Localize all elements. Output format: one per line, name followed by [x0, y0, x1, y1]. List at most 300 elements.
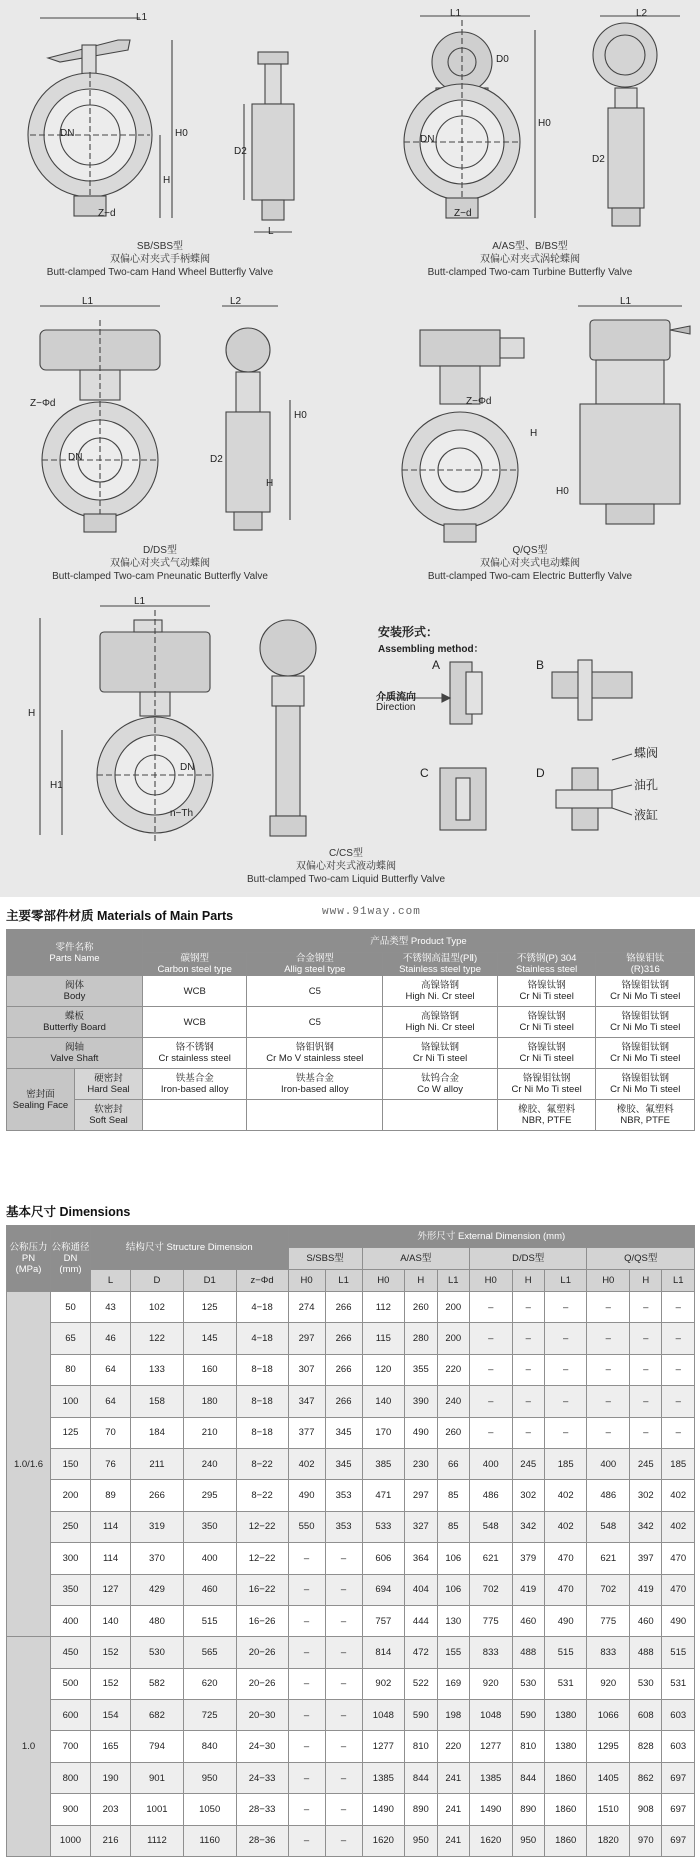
dim-cell: 621 [587, 1543, 630, 1574]
label-hydraulic-cylinder: 液缸 [634, 808, 659, 822]
dim-cell: – [512, 1292, 544, 1323]
dim-cell: 810 [405, 1731, 437, 1762]
cell-en: (R)316 [630, 964, 660, 975]
material-cell [247, 1069, 383, 1100]
dim-cell: 203 [91, 1794, 131, 1825]
dim-label-d-l1: L1 [82, 296, 94, 307]
dim-cell: 12−22 [236, 1511, 288, 1542]
c-side-view [260, 620, 316, 836]
cell-en: Soft Seal [89, 1115, 128, 1126]
dim-cell: 488 [512, 1637, 544, 1668]
dim-cell: 470 [544, 1574, 587, 1605]
dim-cell: 600 [51, 1700, 91, 1731]
dim-cell: 28−33 [236, 1794, 288, 1825]
cell-en: Cr Ni Mo Ti steel [610, 1084, 681, 1095]
cell-cn: 橡胶、氟塑料 [518, 1104, 576, 1115]
dim-cell: 702 [587, 1574, 630, 1605]
dim-cell: – [325, 1668, 362, 1699]
dim-cell: 220 [437, 1731, 469, 1762]
caption-code: Q/QS型 [512, 545, 548, 556]
external-col-header: H0 [288, 1270, 325, 1292]
dim-row [7, 1700, 695, 1731]
cell-cn: 高镍铬钢 [421, 980, 460, 991]
dim-cell: 402 [662, 1480, 695, 1511]
valve-drawings [0, 0, 700, 897]
dim-cell: – [587, 1417, 630, 1448]
dn-header [51, 1226, 91, 1292]
dim-label-d-d2: D2 [210, 454, 223, 465]
dim-cell: 490 [662, 1605, 695, 1636]
pn-header-line: 公称压力 [9, 1242, 48, 1253]
dim-cell: 900 [51, 1794, 91, 1825]
dim-cell: 66 [437, 1448, 469, 1479]
dim-cell: 1860 [544, 1762, 587, 1793]
dim-cell: 548 [587, 1511, 630, 1542]
dim-row [7, 1794, 695, 1825]
dim-cell: 297 [288, 1323, 325, 1354]
dim-cell: 833 [469, 1637, 512, 1668]
dim-label-c-h: H [28, 708, 36, 719]
cell-en: Cr Ni Mo Ti steel [610, 991, 681, 1002]
a-front-view [404, 16, 535, 218]
dim-cell: 377 [288, 1417, 325, 1448]
dn-header-line: DN [63, 1253, 78, 1264]
cell-cn: 碳钢型 [180, 953, 209, 964]
cell-en: Butterfly Board [43, 1022, 106, 1033]
dim-cell: 1620 [469, 1825, 512, 1856]
dim-cell: 220 [437, 1354, 469, 1385]
dim-cell: – [662, 1292, 695, 1323]
dim-cell: 297 [405, 1480, 437, 1511]
dim-cell: 364 [405, 1543, 437, 1574]
dim-cell: 16−26 [236, 1605, 288, 1636]
material-cell [596, 1069, 695, 1100]
material-row [7, 976, 695, 1007]
parts-name-cn: 零件名称 [55, 941, 94, 953]
dim-label-c-nth: n−Th [170, 808, 194, 819]
dim-cell: 190 [91, 1762, 131, 1793]
dim-cell: 1860 [544, 1825, 587, 1856]
dim-cell: – [288, 1825, 325, 1856]
dim-cell: 295 [183, 1480, 236, 1511]
dim-cell: 488 [630, 1637, 662, 1668]
cell-cn: 铬镍钛钢 [527, 1042, 566, 1053]
cell-cn: 阀轴 [64, 1042, 84, 1053]
assembling-a: A [432, 658, 441, 672]
dim-cell: 1048 [362, 1700, 405, 1731]
cell-cn: 铬镍钼钛钢 [522, 1073, 571, 1084]
caption-en: Butt-clamped Two-cam Liquid Butterfly Valve [246, 874, 446, 885]
cell-cn: 密封面 [26, 1088, 55, 1100]
dim-cell: – [587, 1386, 630, 1417]
caption-a [400, 240, 660, 279]
dim-cell: 200 [51, 1480, 91, 1511]
dim-row [7, 1292, 695, 1323]
materials-body [7, 976, 695, 1131]
cell-en: Iron-based alloy [281, 1084, 349, 1095]
dim-cell: – [662, 1354, 695, 1385]
dim-cell: 85 [437, 1480, 469, 1511]
cell-cn: 铬镍钼钛钢 [621, 1042, 669, 1053]
caption-sb [30, 240, 290, 279]
dim-cell: 250 [51, 1511, 91, 1542]
watermark: www.91way.com [322, 906, 421, 918]
dim-cell: 245 [512, 1448, 544, 1479]
cell-en: NBR, PTFE [620, 1115, 671, 1126]
dim-cell: – [325, 1543, 362, 1574]
technical-drawings-panel [0, 0, 700, 897]
cell-cn: C5 [308, 985, 321, 997]
dim-cell: 890 [512, 1794, 544, 1825]
dim-cell: 1277 [362, 1731, 405, 1762]
cell-cn: WCB [183, 985, 206, 997]
dim-cell: 970 [630, 1825, 662, 1856]
dim-cell: 902 [362, 1668, 405, 1699]
dim-cell: 241 [437, 1794, 469, 1825]
material-row [7, 1038, 695, 1069]
dim-cell: 319 [131, 1511, 184, 1542]
material-cell [247, 1100, 383, 1131]
cell-cn: 高镍铬钢 [421, 1011, 460, 1022]
dimensions-title: 基本尺寸 Dimensions [6, 1205, 131, 1219]
dim-row [7, 1637, 695, 1668]
dim-cell: 350 [51, 1574, 91, 1605]
dim-cell: – [630, 1417, 662, 1448]
material-cell [596, 976, 695, 1007]
dim-cell: – [512, 1354, 544, 1385]
dim-cell: – [544, 1354, 587, 1385]
dim-cell: – [288, 1574, 325, 1605]
dim-cell: 844 [405, 1762, 437, 1793]
dim-cell: 130 [437, 1605, 469, 1636]
dim-label-a-l2: L2 [636, 8, 648, 19]
dim-cell: 43 [91, 1292, 131, 1323]
dim-cell: 169 [437, 1668, 469, 1699]
dim-cell: 472 [405, 1637, 437, 1668]
dim-cell: 590 [405, 1700, 437, 1731]
dim-cell: – [288, 1668, 325, 1699]
dim-cell: 950 [512, 1825, 544, 1856]
dim-cell: 775 [469, 1605, 512, 1636]
dim-cell: – [325, 1825, 362, 1856]
cell-cn: 铬镍钼钛钢 [621, 1073, 669, 1084]
assembling-d: D [536, 766, 545, 780]
dim-cell: 531 [662, 1668, 695, 1699]
dim-cell: 697 [662, 1825, 695, 1856]
dim-cell: 840 [183, 1731, 236, 1762]
dim-cell: 606 [362, 1543, 405, 1574]
external-col-header: H [630, 1270, 662, 1292]
type-group-header: A/AS型 [362, 1248, 469, 1270]
dim-cell: 460 [512, 1605, 544, 1636]
cell-cn: 合金钢型 [295, 953, 334, 964]
material-cell [596, 1038, 695, 1069]
cell-cn: 铁基合金 [175, 1073, 214, 1084]
external-col-header: L1 [325, 1270, 362, 1292]
dim-cell: 198 [437, 1700, 469, 1731]
dim-cell: 1380 [544, 1731, 587, 1762]
dim-cell: 486 [469, 1480, 512, 1511]
dim-cell: – [630, 1386, 662, 1417]
dim-cell: 133 [131, 1354, 184, 1385]
dim-row [7, 1605, 695, 1636]
dim-cell: 490 [288, 1480, 325, 1511]
dim-row [7, 1354, 695, 1385]
material-cell [383, 1069, 498, 1100]
caption-c [216, 847, 476, 886]
dim-cell: – [288, 1794, 325, 1825]
dim-cell: 8−18 [236, 1386, 288, 1417]
dim-cell: – [469, 1386, 512, 1417]
dim-cell: 20−26 [236, 1668, 288, 1699]
cell-cn: 铬镍钛钢 [527, 1011, 566, 1022]
assembling-b: B [536, 658, 545, 672]
dim-cell: 530 [512, 1668, 544, 1699]
caption-code: A/AS型、B/BS型 [492, 241, 568, 252]
dim-cell: 1860 [544, 1794, 587, 1825]
flow-direction-cn: 介质流向 [376, 692, 416, 703]
dim-cell: 429 [131, 1574, 184, 1605]
dim-cell: 1620 [362, 1825, 405, 1856]
sb-side-view [244, 52, 294, 232]
cell-en: High Ni. Cr steel [405, 1022, 475, 1033]
dim-cell: 302 [630, 1480, 662, 1511]
dim-cell: 1490 [362, 1794, 405, 1825]
dim-cell: 145 [183, 1323, 236, 1354]
cell-cn: 铬钼钒钢 [295, 1042, 334, 1053]
dim-cell: 274 [288, 1292, 325, 1323]
caption-code: SB/SBS型 [136, 241, 184, 252]
q-front-view [402, 330, 524, 542]
dim-cell: 1295 [587, 1731, 630, 1762]
material-cell [383, 1007, 498, 1038]
dim-cell: 345 [325, 1417, 362, 1448]
dim-cell: 1277 [469, 1731, 512, 1762]
external-col-header: H0 [469, 1270, 512, 1292]
dim-row [7, 1480, 695, 1511]
dim-cell: 76 [91, 1448, 131, 1479]
dim-cell: 515 [662, 1637, 695, 1668]
caption-en: Butt-clamped Two-cam Turbine Butterfly Valve [427, 267, 633, 278]
dim-cell: 180 [183, 1386, 236, 1417]
dim-cell: 810 [512, 1731, 544, 1762]
dim-cell: 184 [131, 1417, 184, 1448]
type-group-header: S/SBS型 [288, 1248, 362, 1270]
dim-cell: – [544, 1323, 587, 1354]
dim-cell: – [662, 1386, 695, 1417]
dim-cell: 8−18 [236, 1354, 288, 1385]
dim-cell: 908 [630, 1794, 662, 1825]
c-front-view [40, 606, 213, 842]
cell-cn: 不锈钢(P) 304 [516, 953, 577, 964]
dim-row [7, 1448, 695, 1479]
material-cell [497, 1007, 596, 1038]
dim-cell: 828 [630, 1731, 662, 1762]
caption-cn: 双偏心对夹式气动蝶阀 [110, 558, 210, 569]
dim-cell: 1820 [587, 1825, 630, 1856]
dim-cell: 515 [544, 1637, 587, 1668]
structure-col-header: L [91, 1270, 131, 1292]
dim-cell: 245 [630, 1448, 662, 1479]
cell-en: Iron-based alloy [160, 1084, 229, 1095]
dim-cell: 682 [131, 1700, 184, 1731]
dim-cell: 1000 [51, 1825, 91, 1856]
dim-cell: 700 [51, 1731, 91, 1762]
cell-cn: 软密封 [94, 1104, 123, 1115]
dim-cell: – [288, 1762, 325, 1793]
material-cell [497, 1038, 596, 1069]
assembling-title-cn: 安装形式： [378, 625, 439, 639]
external-col-header: L1 [437, 1270, 469, 1292]
cell-en: Cr Ni Ti steel [412, 1053, 468, 1064]
dim-cell: 154 [91, 1700, 131, 1731]
dim-cell: 725 [183, 1700, 236, 1731]
dn-header-line: 公称通径 [51, 1242, 90, 1253]
dim-cell: 150 [51, 1448, 91, 1479]
material-cell [247, 1007, 383, 1038]
dim-cell: 4−18 [236, 1323, 288, 1354]
cell-cn: 硬密封 [94, 1073, 123, 1084]
dim-cell: 794 [131, 1731, 184, 1762]
dim-cell: – [325, 1731, 362, 1762]
dim-cell: – [512, 1386, 544, 1417]
dim-cell: – [662, 1323, 695, 1354]
dim-cell: 470 [662, 1543, 695, 1574]
dim-cell: 307 [288, 1354, 325, 1385]
dim-cell: 106 [437, 1574, 469, 1605]
dim-cell: – [587, 1354, 630, 1385]
dim-cell: 862 [630, 1762, 662, 1793]
dim-cell: 775 [587, 1605, 630, 1636]
dim-cell: 200 [437, 1323, 469, 1354]
cell-en: Cr Ni Mo Ti steel [610, 1053, 681, 1064]
cell-cn: WCB [183, 1016, 206, 1028]
dim-cell: 419 [512, 1574, 544, 1605]
cell-en: Cr Ni Mo Ti steel [511, 1084, 582, 1095]
dim-label-d-h: H [266, 478, 274, 489]
dim-cell: 266 [325, 1323, 362, 1354]
dim-cell: 100 [51, 1386, 91, 1417]
dim-cell: 402 [544, 1511, 587, 1542]
dim-cell: – [662, 1417, 695, 1448]
dim-cell: 140 [91, 1605, 131, 1636]
cell-cn: C5 [308, 1016, 321, 1028]
dim-cell: 385 [362, 1448, 405, 1479]
dim-cell: – [544, 1386, 587, 1417]
dim-cell: 241 [437, 1762, 469, 1793]
cell-en: Cr Ni Mo Ti steel [610, 1022, 681, 1033]
caption-en: Butt-clamped Two-cam Pneunatic Butterfly Valve [52, 571, 268, 582]
dim-row [7, 1668, 695, 1699]
dim-cell: 379 [512, 1543, 544, 1574]
dn-header-line: (mm) [59, 1264, 82, 1275]
sealing-face [7, 1069, 75, 1131]
parts-name-header [7, 930, 143, 976]
dim-label-d-zphid: Z−Φd [30, 398, 56, 409]
dim-cell: 480 [131, 1605, 184, 1636]
dim-cell: 1050 [183, 1794, 236, 1825]
dim-row [7, 1323, 695, 1354]
dim-cell: 327 [405, 1511, 437, 1542]
dim-cell: 210 [183, 1417, 236, 1448]
dim-cell: 1112 [131, 1825, 184, 1856]
caption-q [400, 544, 660, 583]
cell-en: Cr Ni Ti steel [519, 1022, 574, 1033]
dim-cell: 115 [362, 1323, 405, 1354]
dim-cell: 531 [544, 1668, 587, 1699]
material-cell [497, 1069, 596, 1100]
dim-cell: 890 [405, 1794, 437, 1825]
dim-cell: 620 [183, 1668, 236, 1699]
structure-dimension-header: 结构尺寸 Structure Dimension [91, 1226, 289, 1270]
dim-cell: 694 [362, 1574, 405, 1605]
label-butterfly-valve: 蝶阀 [634, 746, 659, 760]
seal-type-soft [75, 1100, 143, 1131]
material-column-header [143, 953, 247, 976]
dim-label-d-h0: H0 [294, 410, 307, 421]
dim-cell: – [469, 1292, 512, 1323]
dim-cell: 460 [183, 1574, 236, 1605]
dim-cell: 1001 [131, 1794, 184, 1825]
cell-cn: 铬镍钛钢 [527, 980, 566, 991]
dim-cell: 950 [405, 1825, 437, 1856]
cell-en: Valve Shaft [50, 1053, 99, 1064]
dim-cell: 353 [325, 1480, 362, 1511]
flow-direction-en: Direction [376, 702, 416, 713]
dim-cell: 211 [131, 1448, 184, 1479]
dim-cell: – [469, 1323, 512, 1354]
dim-cell: 260 [437, 1417, 469, 1448]
dim-cell: – [587, 1292, 630, 1323]
dim-cell: 152 [91, 1668, 131, 1699]
dim-cell: 345 [325, 1448, 362, 1479]
cell-cn: 不锈钢高温型(PⅡ) [402, 953, 478, 964]
dim-cell: – [325, 1637, 362, 1668]
external-col-header: H0 [587, 1270, 630, 1292]
dim-cell: 530 [630, 1668, 662, 1699]
dim-cell: 350 [183, 1511, 236, 1542]
material-cell [383, 1100, 498, 1131]
dim-cell: 490 [544, 1605, 587, 1636]
dim-cell: 697 [662, 1794, 695, 1825]
dim-label-q-h: H [530, 428, 538, 439]
dim-label-c-h1: H1 [50, 780, 63, 791]
dim-cell: 158 [131, 1386, 184, 1417]
material-column-header [596, 953, 695, 976]
dim-cell: 64 [91, 1354, 131, 1385]
dim-cell: 400 [587, 1448, 630, 1479]
dim-cell: 565 [183, 1637, 236, 1668]
cell-en: Body [63, 991, 86, 1002]
dim-cell: 450 [51, 1637, 91, 1668]
material-column-header [383, 953, 498, 976]
dim-cell: 300 [51, 1543, 91, 1574]
dim-cell: 266 [325, 1386, 362, 1417]
dim-cell: 470 [662, 1574, 695, 1605]
dim-label-d-dn: DN [68, 452, 83, 463]
dim-cell: 125 [51, 1417, 91, 1448]
material-column-header [247, 953, 383, 976]
dim-cell: 800 [51, 1762, 91, 1793]
cell-cn: 橡胶、氟塑料 [616, 1104, 674, 1115]
dim-row [7, 1762, 695, 1793]
dim-cell: 12−22 [236, 1543, 288, 1574]
dim-cell: 603 [662, 1700, 695, 1731]
external-col-header: H0 [362, 1270, 405, 1292]
dim-cell: 20−30 [236, 1700, 288, 1731]
dim-cell: 70 [91, 1417, 131, 1448]
dim-cell: 400 [51, 1605, 91, 1636]
